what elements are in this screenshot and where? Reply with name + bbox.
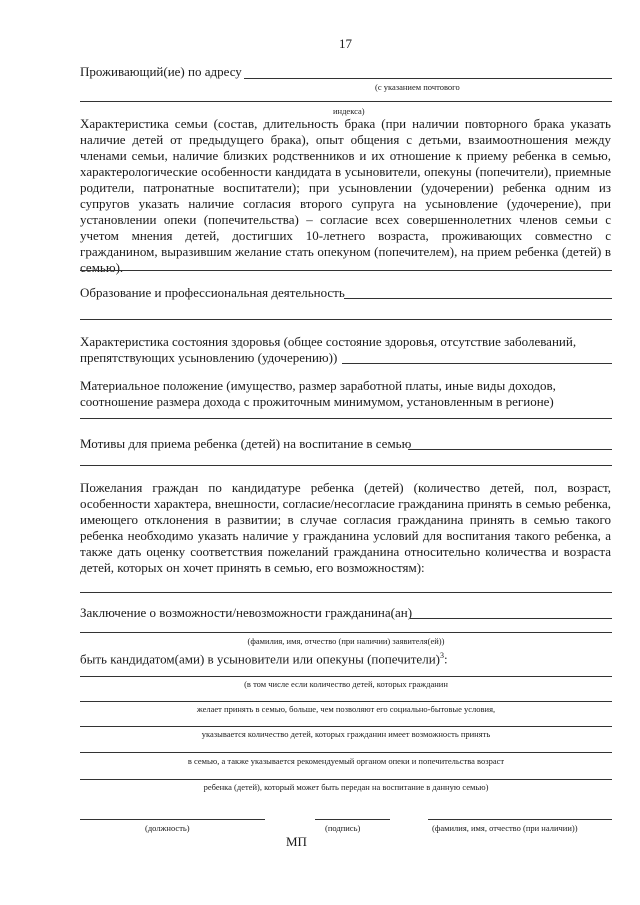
material-label-2: соотношение размера дохода с прожиточным минимумом, установленным в регионе)	[80, 394, 554, 409]
candidate-caption-2: желает принять в семью, больше, чем позволяют его социально-бытовые условия,	[196, 704, 496, 714]
candidate-line-5[interactable]	[80, 779, 612, 780]
motives-line[interactable]	[408, 449, 612, 450]
wishes-line[interactable]	[80, 592, 612, 593]
family-characteristics-text: Характеристика семьи (состав, длительность брака (при наличии повторного брака указать наличие детей от предыдущего брака), опыт общения с детьми, взаимоотношения между членами семьи, наличие близких родственников и их отношение к приему ребенка в семью, характерологические особенности кандидата в усыновители, опекуны (попечители), приемные родители, патронатные воспитатели); при усыновлении (удочерении) ребенка одним из супругов указать наличие согласия второго супруга на усыновление (удочерение), при установлении опеки (попечительства) – согласие всех совершеннолетних членов семьи с учетом мнения детей, достигших 10-летнего возраста, проживающих совместно с гражданином, выразившим желание стать опекуном (попечителем), на прием ребенка (детей) в семью).	[80, 116, 611, 275]
conclusion-label: Заключение о возможности/невозможности гражданина(ан)	[80, 605, 413, 620]
fio-caption: (фамилия, имя, отчество (при наличии))	[432, 823, 578, 833]
signature-line[interactable]	[315, 819, 390, 820]
address-line-2[interactable]	[80, 101, 612, 102]
motives-line-2[interactable]	[80, 465, 612, 466]
education-line-2[interactable]	[80, 319, 612, 320]
education-line[interactable]	[344, 298, 612, 299]
health-label-2: препятствующих усыновлению (удочерению))	[80, 350, 338, 365]
signature-caption: (подпись)	[325, 823, 361, 833]
position-caption: (должность)	[145, 823, 190, 833]
page-number: 17	[339, 36, 352, 51]
candidate-caption-5: ребенка (детей), который может быть передан на воспитание в данную семью)	[203, 782, 489, 792]
position-line[interactable]	[80, 819, 265, 820]
material-line[interactable]	[80, 418, 612, 419]
wishes-text: Пожелания граждан по кандидатуре ребенка (детей) (количество детей, пол, возраст, особенности характера, внешности, согласие/несогласие гражданина принять в семью ребенка, имеющего отклонения в развитии; в случае согласия гражданина принять в семью такого ребенка необходимо указать наличие у гражданина условий для воспитания такого ребенка, а также дать оценку соответствия пожеланий гражданина относительно количества и возраста детей, которых он хочет принять в семью, его возможностям):	[80, 480, 611, 575]
fio-line[interactable]	[428, 819, 612, 820]
material-label-1: Материальное положение (имущество, размер заработной платы, иные виды доходов,	[80, 378, 556, 393]
candidate-line-4[interactable]	[80, 752, 612, 753]
motives-label: Мотивы для приема ребенка (детей) на воспитание в семью	[80, 436, 412, 451]
address-line[interactable]	[244, 78, 612, 79]
candidate-caption-1: (в том числе если количество детей, которых гражданин	[244, 679, 448, 689]
conclusion-line[interactable]	[410, 618, 612, 619]
stamp-label: МП	[286, 834, 307, 849]
conclusion-fio-caption: (фамилия, имя, отчество (при наличии) заявителя(ей))	[247, 636, 445, 646]
education-label: Образование и профессиональная деятельность	[80, 285, 345, 300]
address-caption-2: индекса)	[333, 106, 365, 116]
family-line[interactable]	[80, 270, 612, 271]
candidate-line-2[interactable]	[80, 701, 612, 702]
candidate-caption-3: указывается количество детей, которых гражданин имеет возможность принять	[201, 729, 491, 739]
candidate-caption-4: в семью, а также указывается рекомендуемый органом опеки и попечительства возраст	[187, 756, 505, 766]
candidate-line-1[interactable]	[80, 676, 612, 677]
health-label-1: Характеристика состояния здоровья (общее состояние здоровья, отсутствие заболеваний,	[80, 334, 577, 349]
conclusion-fio-line[interactable]	[80, 632, 612, 633]
candidate-text: быть кандидатом(ами) в усыновители или опекуны (попечители)$^3$:	[80, 651, 448, 667]
address-caption-1: (с указанием почтового	[375, 82, 460, 92]
health-line[interactable]	[342, 363, 612, 364]
address-label: Проживающий(ие) по адресу	[80, 64, 242, 79]
candidate-line-3[interactable]	[80, 726, 612, 727]
